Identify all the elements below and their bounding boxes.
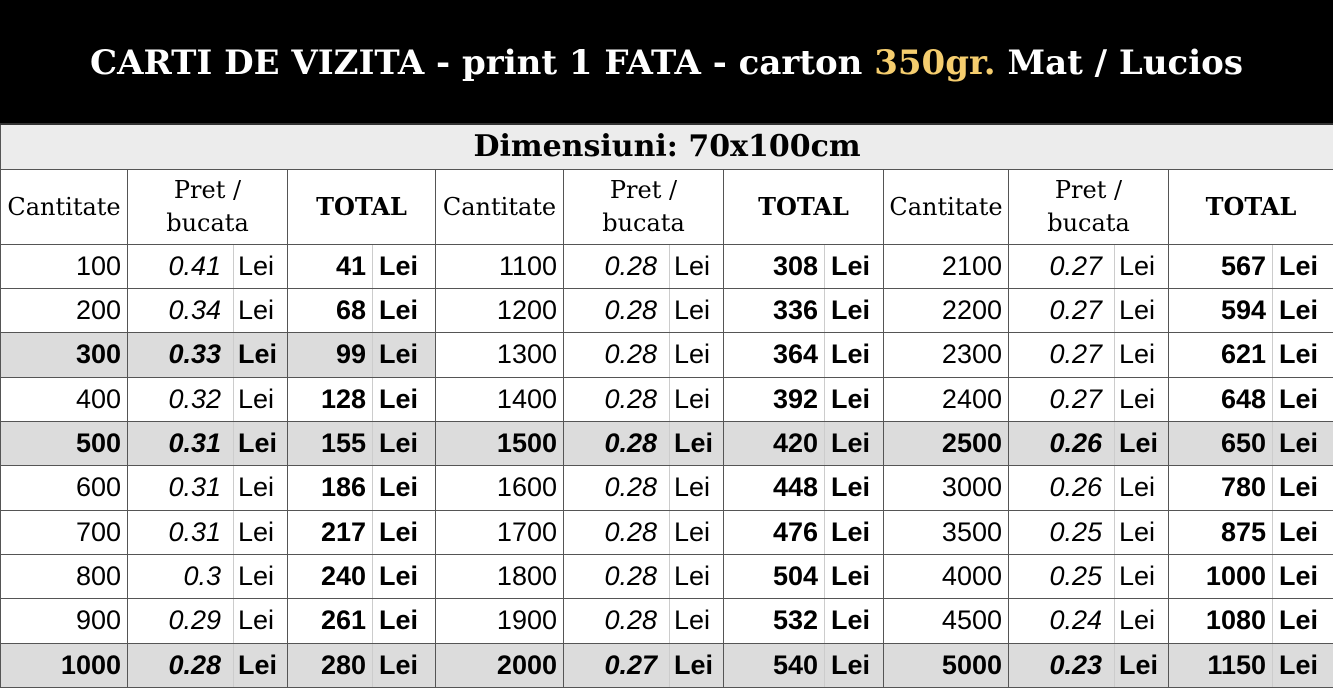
unit-price-cell: 0.27: [1009, 244, 1115, 288]
total-cell: 186: [288, 466, 373, 510]
quantity-cell: 1900: [436, 599, 564, 643]
total-cell: 448: [724, 466, 825, 510]
unit-price-currency: Lei: [234, 510, 288, 554]
header-quantity: Cantitate: [884, 169, 1009, 244]
table-row: [1, 333, 1333, 377]
quantity-cell: 2500: [884, 421, 1009, 465]
table-row: [1, 510, 1333, 554]
unit-price-currency: Lei: [234, 421, 288, 465]
quantity-cell: 200: [1, 288, 128, 332]
total-cell: 420: [724, 421, 825, 465]
quantity-cell: 500: [1, 421, 128, 465]
header-unit-price-line1: Pret /: [173, 176, 242, 205]
unit-price-cell: 0.28: [128, 643, 234, 687]
total-cell: 364: [724, 333, 825, 377]
unit-price-currency: Lei: [1115, 643, 1169, 687]
total-cell: 217: [288, 510, 373, 554]
table-row: [1, 421, 1333, 465]
total-cell: 99: [288, 333, 373, 377]
quantity-cell: 2200: [884, 288, 1009, 332]
total-cell: 128: [288, 377, 373, 421]
unit-price-currency: Lei: [234, 554, 288, 598]
quantity-cell: 3500: [884, 510, 1009, 554]
total-cell: 1000: [1169, 554, 1273, 598]
total-cell: 261: [288, 599, 373, 643]
total-currency: Lei: [373, 466, 436, 510]
total-cell: 540: [724, 643, 825, 687]
unit-price-currency: Lei: [1115, 244, 1169, 288]
unit-price-currency: Lei: [1115, 333, 1169, 377]
unit-price-cell: 0.28: [564, 510, 670, 554]
total-cell: 240: [288, 554, 373, 598]
total-currency: Lei: [825, 643, 884, 687]
total-cell: 780: [1169, 466, 1273, 510]
total-cell: 532: [724, 599, 825, 643]
price-table: [0, 123, 1333, 688]
total-currency: Lei: [825, 377, 884, 421]
unit-price-cell: 0.28: [564, 599, 670, 643]
total-currency: Lei: [1273, 333, 1333, 377]
unit-price-currency: Lei: [234, 599, 288, 643]
table-row: [1, 244, 1333, 288]
total-currency: Lei: [1273, 288, 1333, 332]
unit-price-cell: 0.31: [128, 421, 234, 465]
total-cell: 41: [288, 244, 373, 288]
total-currency: Lei: [825, 599, 884, 643]
table-row: [1, 377, 1333, 421]
unit-price-currency: Lei: [1115, 377, 1169, 421]
unit-price-currency: Lei: [670, 421, 724, 465]
quantity-cell: 1800: [436, 554, 564, 598]
unit-price-currency: Lei: [1115, 599, 1169, 643]
total-currency: Lei: [1273, 466, 1333, 510]
unit-price-currency: Lei: [670, 554, 724, 598]
unit-price-cell: 0.25: [1009, 554, 1115, 598]
quantity-cell: 2400: [884, 377, 1009, 421]
total-currency: Lei: [373, 377, 436, 421]
unit-price-currency: Lei: [234, 643, 288, 687]
unit-price-currency: Lei: [670, 643, 724, 687]
table-row: [1, 554, 1333, 598]
unit-price-cell: 0.28: [564, 554, 670, 598]
total-currency: Lei: [825, 466, 884, 510]
unit-price-currency: Lei: [670, 510, 724, 554]
unit-price-currency: Lei: [1115, 421, 1169, 465]
header-quantity: Cantitate: [1, 169, 128, 244]
total-currency: Lei: [373, 510, 436, 554]
total-cell: 621: [1169, 333, 1273, 377]
header-total: TOTAL: [1169, 169, 1333, 244]
total-cell: 875: [1169, 510, 1273, 554]
title-accent: 350gr.: [874, 42, 996, 83]
quantity-cell: 5000: [884, 643, 1009, 687]
unit-price-cell: 0.32: [128, 377, 234, 421]
total-cell: 392: [724, 377, 825, 421]
total-currency: Lei: [373, 554, 436, 598]
header-unit-price-line2: bucata: [1047, 208, 1130, 237]
unit-price-currency: Lei: [1115, 554, 1169, 598]
quantity-cell: 1600: [436, 466, 564, 510]
total-cell: 650: [1169, 421, 1273, 465]
unit-price-cell: 0.28: [564, 466, 670, 510]
total-currency: Lei: [1273, 421, 1333, 465]
header-unit-price-line2: bucata: [166, 208, 249, 237]
total-cell: 1150: [1169, 643, 1273, 687]
total-currency: Lei: [1273, 643, 1333, 687]
unit-price-currency: Lei: [670, 377, 724, 421]
total-currency: Lei: [373, 643, 436, 687]
quantity-cell: 900: [1, 599, 128, 643]
table-row: [1, 643, 1333, 687]
dimensions-label: Dimensiuni: 70x100cm: [1, 124, 1333, 169]
total-cell: 280: [288, 643, 373, 687]
unit-price-currency: Lei: [1115, 288, 1169, 332]
header-unit-price: [564, 169, 724, 244]
header-unit-price: [128, 169, 288, 244]
unit-price-cell: 0.31: [128, 510, 234, 554]
quantity-cell: 700: [1, 510, 128, 554]
unit-price-cell: 0.3: [128, 554, 234, 598]
unit-price-currency: Lei: [1115, 510, 1169, 554]
table-row: [1, 288, 1333, 332]
unit-price-currency: Lei: [234, 466, 288, 510]
quantity-cell: 1000: [1, 643, 128, 687]
unit-price-cell: 0.27: [1009, 288, 1115, 332]
quantity-cell: 800: [1, 554, 128, 598]
unit-price-cell: 0.27: [1009, 333, 1115, 377]
quantity-cell: 1500: [436, 421, 564, 465]
unit-price-currency: Lei: [234, 377, 288, 421]
unit-price-cell: 0.25: [1009, 510, 1115, 554]
quantity-cell: 1300: [436, 333, 564, 377]
unit-price-cell: 0.41: [128, 244, 234, 288]
total-cell: 68: [288, 288, 373, 332]
unit-price-cell: 0.28: [564, 288, 670, 332]
quantity-cell: 3000: [884, 466, 1009, 510]
unit-price-cell: 0.28: [564, 333, 670, 377]
total-currency: Lei: [373, 288, 436, 332]
header-unit-price-line1: Pret /: [609, 176, 678, 205]
total-currency: Lei: [373, 333, 436, 377]
total-cell: 336: [724, 288, 825, 332]
quantity-cell: 1100: [436, 244, 564, 288]
quantity-cell: 4000: [884, 554, 1009, 598]
quantity-cell: 600: [1, 466, 128, 510]
header-total: TOTAL: [724, 169, 884, 244]
unit-price-cell: 0.26: [1009, 421, 1115, 465]
total-cell: 155: [288, 421, 373, 465]
header-unit-price-line2: bucata: [602, 208, 685, 237]
unit-price-cell: 0.23: [1009, 643, 1115, 687]
quantity-cell: 100: [1, 244, 128, 288]
total-currency: Lei: [1273, 554, 1333, 598]
unit-price-currency: Lei: [234, 288, 288, 332]
quantity-cell: 2000: [436, 643, 564, 687]
total-cell: 648: [1169, 377, 1273, 421]
title-end: Mat / Lucios: [995, 42, 1243, 83]
total-cell: 476: [724, 510, 825, 554]
unit-price-currency: Lei: [234, 333, 288, 377]
total-currency: Lei: [825, 421, 884, 465]
unit-price-cell: 0.27: [1009, 377, 1115, 421]
header-unit-price-line1: Pret /: [1054, 176, 1123, 205]
total-cell: 308: [724, 244, 825, 288]
unit-price-cell: 0.24: [1009, 599, 1115, 643]
total-currency: Lei: [825, 288, 884, 332]
unit-price-currency: Lei: [1115, 466, 1169, 510]
total-currency: Lei: [373, 421, 436, 465]
total-currency: Lei: [825, 244, 884, 288]
total-currency: Lei: [825, 510, 884, 554]
total-currency: Lei: [825, 333, 884, 377]
unit-price-cell: 0.31: [128, 466, 234, 510]
page-title: [0, 0, 1333, 123]
table-row: [1, 599, 1333, 643]
header-total: TOTAL: [288, 169, 436, 244]
header-unit-price: [1009, 169, 1169, 244]
unit-price-cell: 0.34: [128, 288, 234, 332]
total-currency: Lei: [1273, 377, 1333, 421]
unit-price-currency: Lei: [234, 244, 288, 288]
quantity-cell: 1400: [436, 377, 564, 421]
total-currency: Lei: [1273, 599, 1333, 643]
quantity-cell: 2300: [884, 333, 1009, 377]
table-row: [1, 466, 1333, 510]
header-quantity: Cantitate: [436, 169, 564, 244]
total-currency: Lei: [825, 554, 884, 598]
unit-price-cell: 0.28: [564, 421, 670, 465]
unit-price-currency: Lei: [670, 244, 724, 288]
quantity-cell: 2100: [884, 244, 1009, 288]
quantity-cell: 400: [1, 377, 128, 421]
quantity-cell: 1700: [436, 510, 564, 554]
total-cell: 1080: [1169, 599, 1273, 643]
total-cell: 567: [1169, 244, 1273, 288]
unit-price-currency: Lei: [670, 288, 724, 332]
total-cell: 504: [724, 554, 825, 598]
quantity-cell: 300: [1, 333, 128, 377]
unit-price-currency: Lei: [670, 333, 724, 377]
quantity-cell: 1200: [436, 288, 564, 332]
total-currency: Lei: [1273, 510, 1333, 554]
unit-price-cell: 0.33: [128, 333, 234, 377]
unit-price-cell: 0.28: [564, 244, 670, 288]
unit-price-cell: 0.26: [1009, 466, 1115, 510]
total-currency: Lei: [1273, 244, 1333, 288]
unit-price-cell: 0.27: [564, 643, 670, 687]
unit-price-currency: Lei: [670, 599, 724, 643]
unit-price-currency: Lei: [670, 466, 724, 510]
quantity-cell: 4500: [884, 599, 1009, 643]
unit-price-cell: 0.28: [564, 377, 670, 421]
total-currency: Lei: [373, 244, 436, 288]
total-cell: 594: [1169, 288, 1273, 332]
total-currency: Lei: [373, 599, 436, 643]
unit-price-cell: 0.29: [128, 599, 234, 643]
title-start: CARTI DE VIZITA - print 1 FATA - carton: [90, 42, 875, 83]
